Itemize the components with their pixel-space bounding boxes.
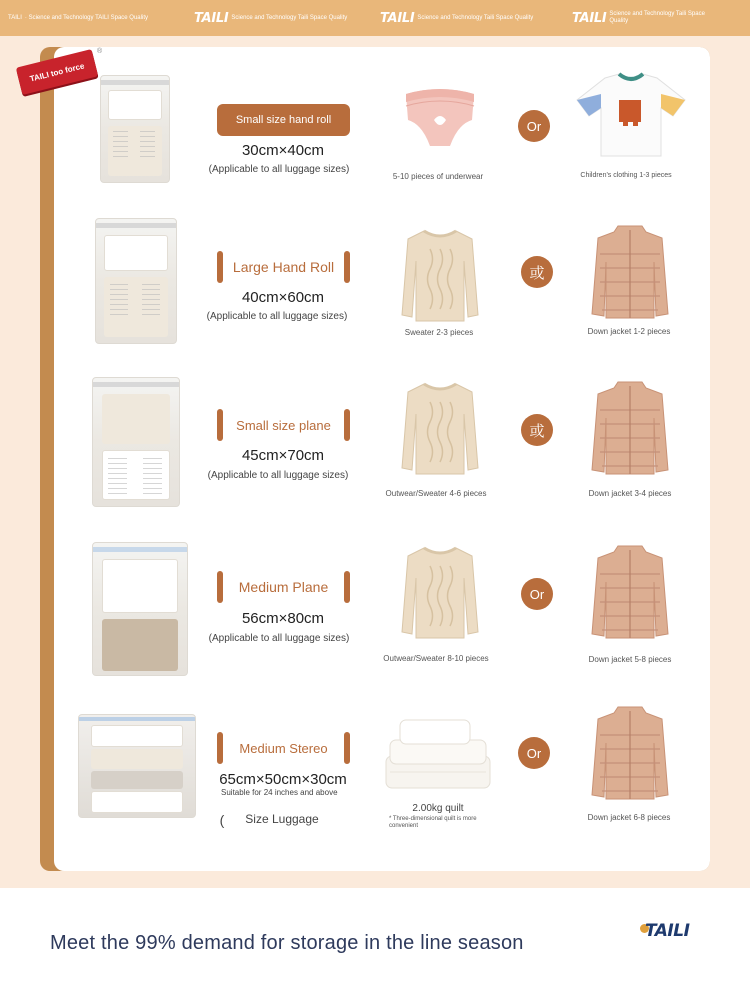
size-applicability: (Applicable to all luggage sizes) (207, 470, 349, 481)
down-jacket-image (590, 542, 670, 642)
size-name-pill: Large Hand Roll (217, 251, 350, 283)
banner-tagline: · Science and Technology TAILI Space Quality (24, 14, 148, 21)
item-caption: Down jacket 1-2 pieces (587, 327, 671, 336)
footer-logo-text: TAILI (645, 921, 690, 941)
sweater-image (400, 542, 480, 642)
or-badge: 或 (521, 414, 553, 446)
item-caption: Down jacket 6-8 pieces (587, 813, 671, 822)
sweater-image (400, 225, 480, 325)
or-badge: 或 (521, 256, 553, 288)
or-badge: Or (518, 110, 550, 142)
childrens-shirt-image (575, 70, 687, 160)
item-caption: Down jacket 3-4 pieces (588, 489, 672, 498)
size-applicability-2: Size Luggage (245, 812, 319, 826)
banner-logo: TAILI (572, 10, 607, 26)
size-name-pill: Medium Stereo (217, 732, 350, 764)
sweater-image (400, 378, 480, 478)
item-caption: 2.00kg quilt (412, 803, 464, 814)
size-dimensions: 56cm×80cm (241, 610, 325, 627)
item-caption: Children's clothing 1-3 pieces (580, 172, 672, 179)
size-dimensions: 65cm×50cm×30cm (219, 771, 347, 788)
footer-logo (640, 921, 689, 941)
item-caption: Down jacket 5-8 pieces (588, 655, 672, 664)
underwear-image (400, 80, 480, 160)
size-applicability: (Applicable to all luggage sizes) (208, 633, 350, 644)
vacuum-bag-image (92, 377, 180, 507)
top-banner (0, 0, 750, 36)
banner-segment (572, 0, 719, 36)
banner-segment (380, 0, 533, 36)
item-caption: Outwear/Sweater 4-6 pieces (385, 489, 487, 498)
or-badge: Or (521, 578, 553, 610)
size-dimensions: 30cm×40cm (241, 142, 325, 159)
paren-mark: ( (219, 812, 225, 828)
down-jacket-image (590, 222, 670, 322)
item-note: * Three-dimensional quilt is more convenient (389, 816, 477, 829)
size-name-pill: Small size hand roll (217, 104, 350, 136)
vacuum-bag-image (100, 75, 170, 183)
banner-tagline: Science and Technology Taili Space Quality (231, 14, 348, 21)
footer-slogan: Meet the 99% demand for storage in the line season (50, 932, 524, 954)
down-jacket-image (590, 378, 670, 478)
item-caption: Outwear/Sweater 8-10 pieces (383, 654, 489, 663)
down-jacket-image (590, 703, 670, 803)
vacuum-bag-image (92, 542, 188, 676)
banner-segment (194, 0, 351, 36)
banner-segment (8, 0, 148, 36)
brand-badge-text: TAILI too force (28, 60, 86, 84)
banner-tagline: Science and Technology Taili Space Quality (417, 14, 534, 21)
size-dimensions: 45cm×70cm (241, 447, 325, 464)
registered-mark: ® (97, 48, 103, 55)
banner-logo: TAILI (8, 14, 22, 21)
size-name-pill: Small size plane (217, 409, 350, 441)
size-applicability: (Applicable to all luggage sizes) (206, 311, 348, 322)
vacuum-bag-image (78, 714, 196, 818)
size-applicability: Suitable for 24 inches and above (221, 788, 338, 797)
banner-logo: TAILI (380, 10, 415, 26)
or-badge: Or (518, 737, 550, 769)
size-name-pill: Medium Plane (217, 571, 350, 603)
vacuum-bag-image (95, 218, 177, 344)
banner-tagline: Science and Technology Taili Space Quality (609, 11, 705, 24)
item-caption: Sweater 2-3 pieces (404, 328, 474, 337)
size-dimensions: 40cm×60cm (241, 289, 325, 306)
banner-logo: TAILI (194, 10, 229, 26)
size-applicability: (Applicable to all luggage sizes) (208, 164, 350, 175)
item-caption: 5-10 pieces of underwear (392, 172, 484, 181)
quilt-image (382, 716, 494, 796)
